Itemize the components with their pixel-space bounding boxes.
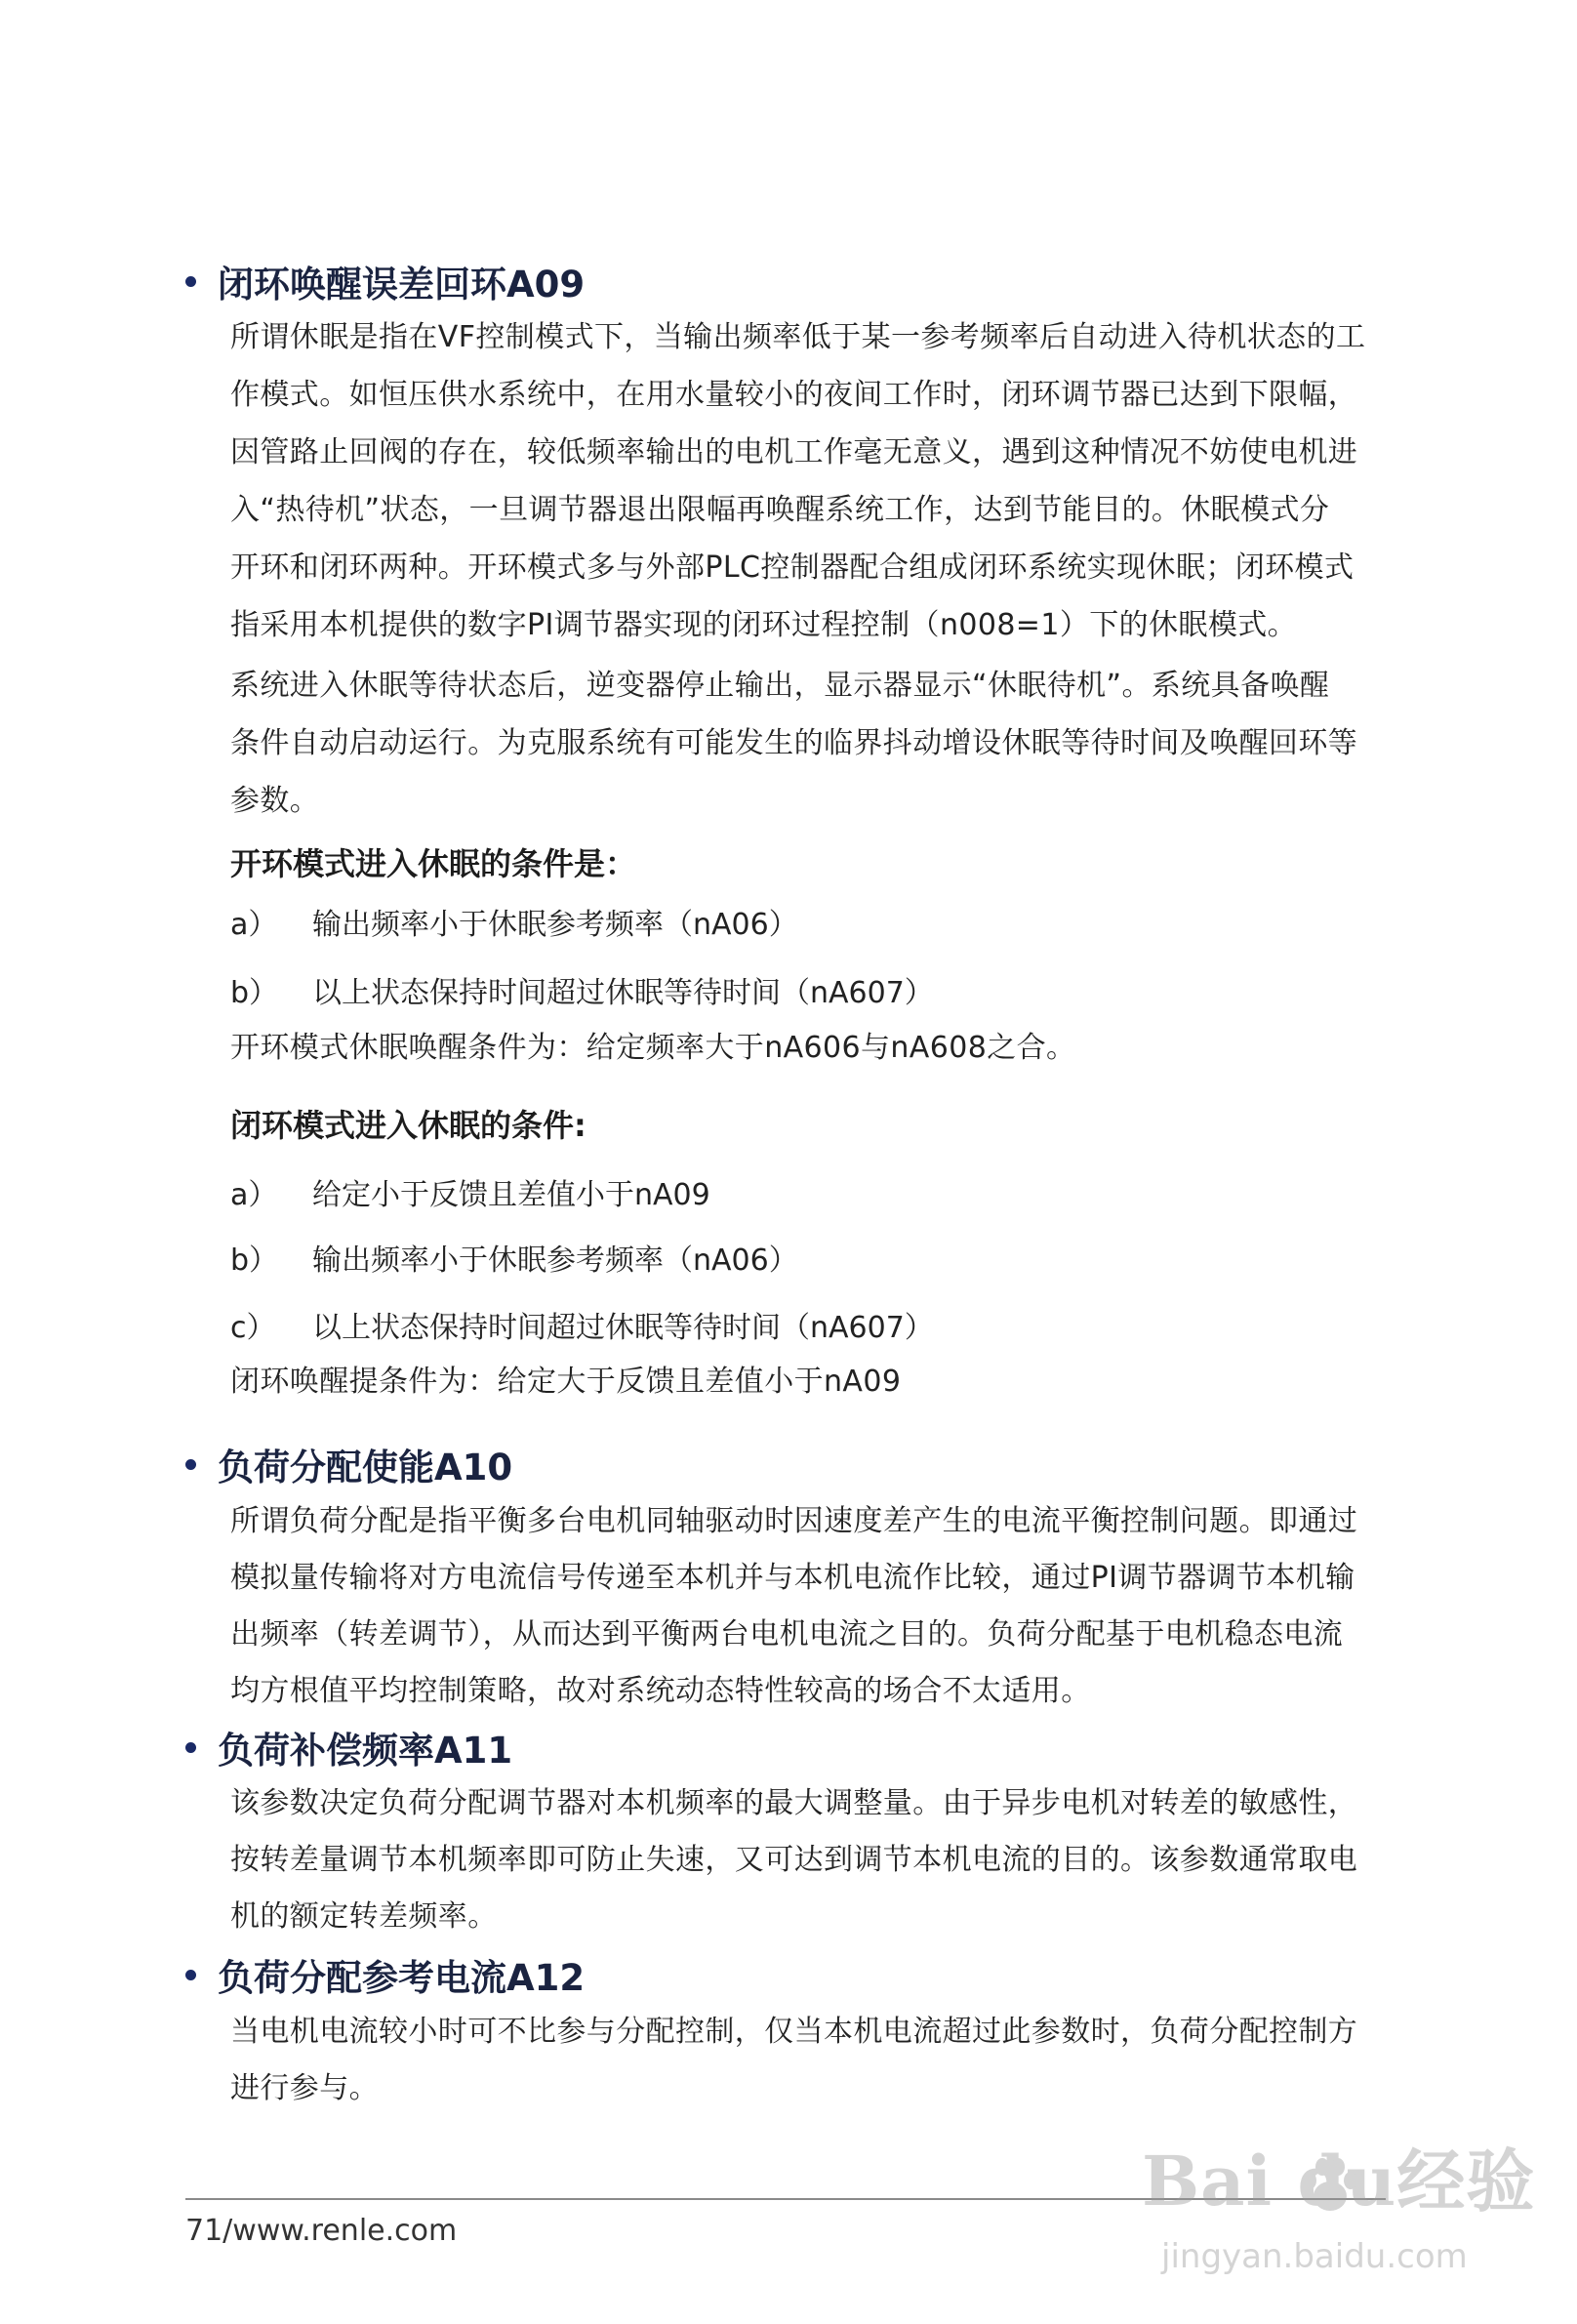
list-text: 输出频率小于休眠参考频率（nA06） bbox=[312, 908, 798, 942]
list-marker: a） bbox=[230, 1178, 278, 1212]
text-line: 所谓负荷分配是指平衡多台电机同轴驱动时因速度差产生的电流平衡控制问题。即通过 bbox=[230, 1504, 1358, 1538]
text-line: 指采用本机提供的数字PI调节器实现的闭环过程控制（n008=1）下的休眠模式。 bbox=[230, 608, 1298, 642]
text-line: 入“热待机”状态，一旦调节器退出限幅再唤醒系统工作，达到节能目的。休眠模式分 bbox=[230, 493, 1330, 527]
paw-icon bbox=[1296, 2151, 1364, 2220]
text-line: 条件自动启动运行。为克服系统有可能发生的临界抖动增设休眠等待时间及唤醒回环等 bbox=[230, 726, 1358, 760]
closed-loop-wake-condition: 闭环唤醒提条件为：给定大于反馈且差值小于nA09 bbox=[230, 1365, 902, 1399]
section-heading-a12: 负荷分配参考电流A12 bbox=[185, 1953, 585, 2000]
section-heading-a09: 闭环唤醒误差回环A09 bbox=[185, 260, 585, 306]
list-marker: a） bbox=[230, 908, 278, 942]
list-marker: c） bbox=[230, 1311, 276, 1345]
text-line: 按转差量调节本机频率即可防止失速，又可达到调节本机电流的目的。该参数通常取电 bbox=[230, 1843, 1358, 1877]
text-line: 该参数决定负荷分配调节器对本机频率的最大调整量。由于异步电机对转差的敏感性， bbox=[230, 1786, 1358, 1820]
watermark-url: jingyan.baidu.com bbox=[1161, 2237, 1468, 2276]
text-line: 因管路止回阀的存在，较低频率输出的电机工作毫无意义，遇到这种情况不妨使电机进 bbox=[230, 435, 1358, 469]
list-text: 给定小于反馈且差值小于nA09 bbox=[312, 1178, 710, 1212]
list-item bbox=[230, 972, 1470, 1015]
text-line: 所谓休眠是指在VF控制模式下，当输出频率低于某一参考频率后自动进入待机状态的工 bbox=[230, 320, 1366, 354]
bullet-icon bbox=[185, 1970, 196, 1980]
text-line: 模拟量传输将对方电流信号传递至本机并与本机电流作比较，通过PI调节器调节本机输 bbox=[230, 1561, 1355, 1595]
closed-loop-heading: 闭环模式进入休眠的条件: bbox=[230, 1107, 586, 1144]
text-line: 系统进入休眠等待状态后，逆变器停止输出，显示器显示“休眠待机”。系统具备唤醒 bbox=[230, 669, 1330, 703]
watermark-brand: Bai du经验 bbox=[1142, 2141, 1536, 2222]
text-line: 出频率（转差调节），从而达到平衡两台电机电流之目的。负荷分配基于电机稳态电流 bbox=[230, 1617, 1344, 1651]
text-line: 参数。 bbox=[230, 784, 320, 818]
page-footer: 71/www.renle.com bbox=[185, 2214, 458, 2248]
open-loop-heading: 开环模式进入休眠的条件是： bbox=[230, 845, 637, 882]
baidu-watermark bbox=[1142, 2138, 1536, 2304]
list-item bbox=[230, 1240, 1470, 1283]
text-line: 开环和闭环两种。开环模式多与外部PLC控制器配合组成闭环系统实现休眠；闭环模式 bbox=[230, 550, 1355, 585]
bullet-icon bbox=[185, 1742, 196, 1753]
section-heading-a11: 负荷补偿频率A11 bbox=[185, 1726, 512, 1773]
open-loop-wake-condition: 开环模式休眠唤醒条件为：给定频率大于nA606与nA608之合。 bbox=[230, 1031, 1076, 1065]
list-marker: b） bbox=[230, 976, 279, 1010]
list-text: 以上状态保持时间超过休眠等待时间（nA607） bbox=[312, 1311, 934, 1345]
list-text: 以上状态保持时间超过休眠等待时间（nA607） bbox=[312, 976, 934, 1010]
bullet-icon bbox=[185, 1459, 196, 1470]
text-line: 作模式。如恒压供水系统中，在用水量较小的夜间工作时，闭环调节器已达到下限幅， bbox=[230, 378, 1358, 412]
list-item bbox=[230, 1174, 1470, 1217]
text-line: 机的额定转差频率。 bbox=[230, 1899, 498, 1934]
list-item bbox=[230, 904, 1470, 947]
text-line: 当电机电流较小时可不比参与分配控制，仅当本机电流超过此参数时，负荷分配控制方 bbox=[230, 2015, 1358, 2049]
list-marker: b） bbox=[230, 1244, 279, 1278]
list-text: 输出频率小于休眠参考频率（nA06） bbox=[312, 1244, 798, 1278]
bullet-icon bbox=[185, 276, 196, 287]
list-item bbox=[230, 1307, 1470, 1350]
text-line: 进行参与。 bbox=[230, 2071, 379, 2105]
section-heading-a10: 负荷分配使能A10 bbox=[185, 1443, 512, 1489]
text-line: 均方根值平均控制策略，故对系统动态特性较高的场合不太适用。 bbox=[230, 1674, 1091, 1708]
